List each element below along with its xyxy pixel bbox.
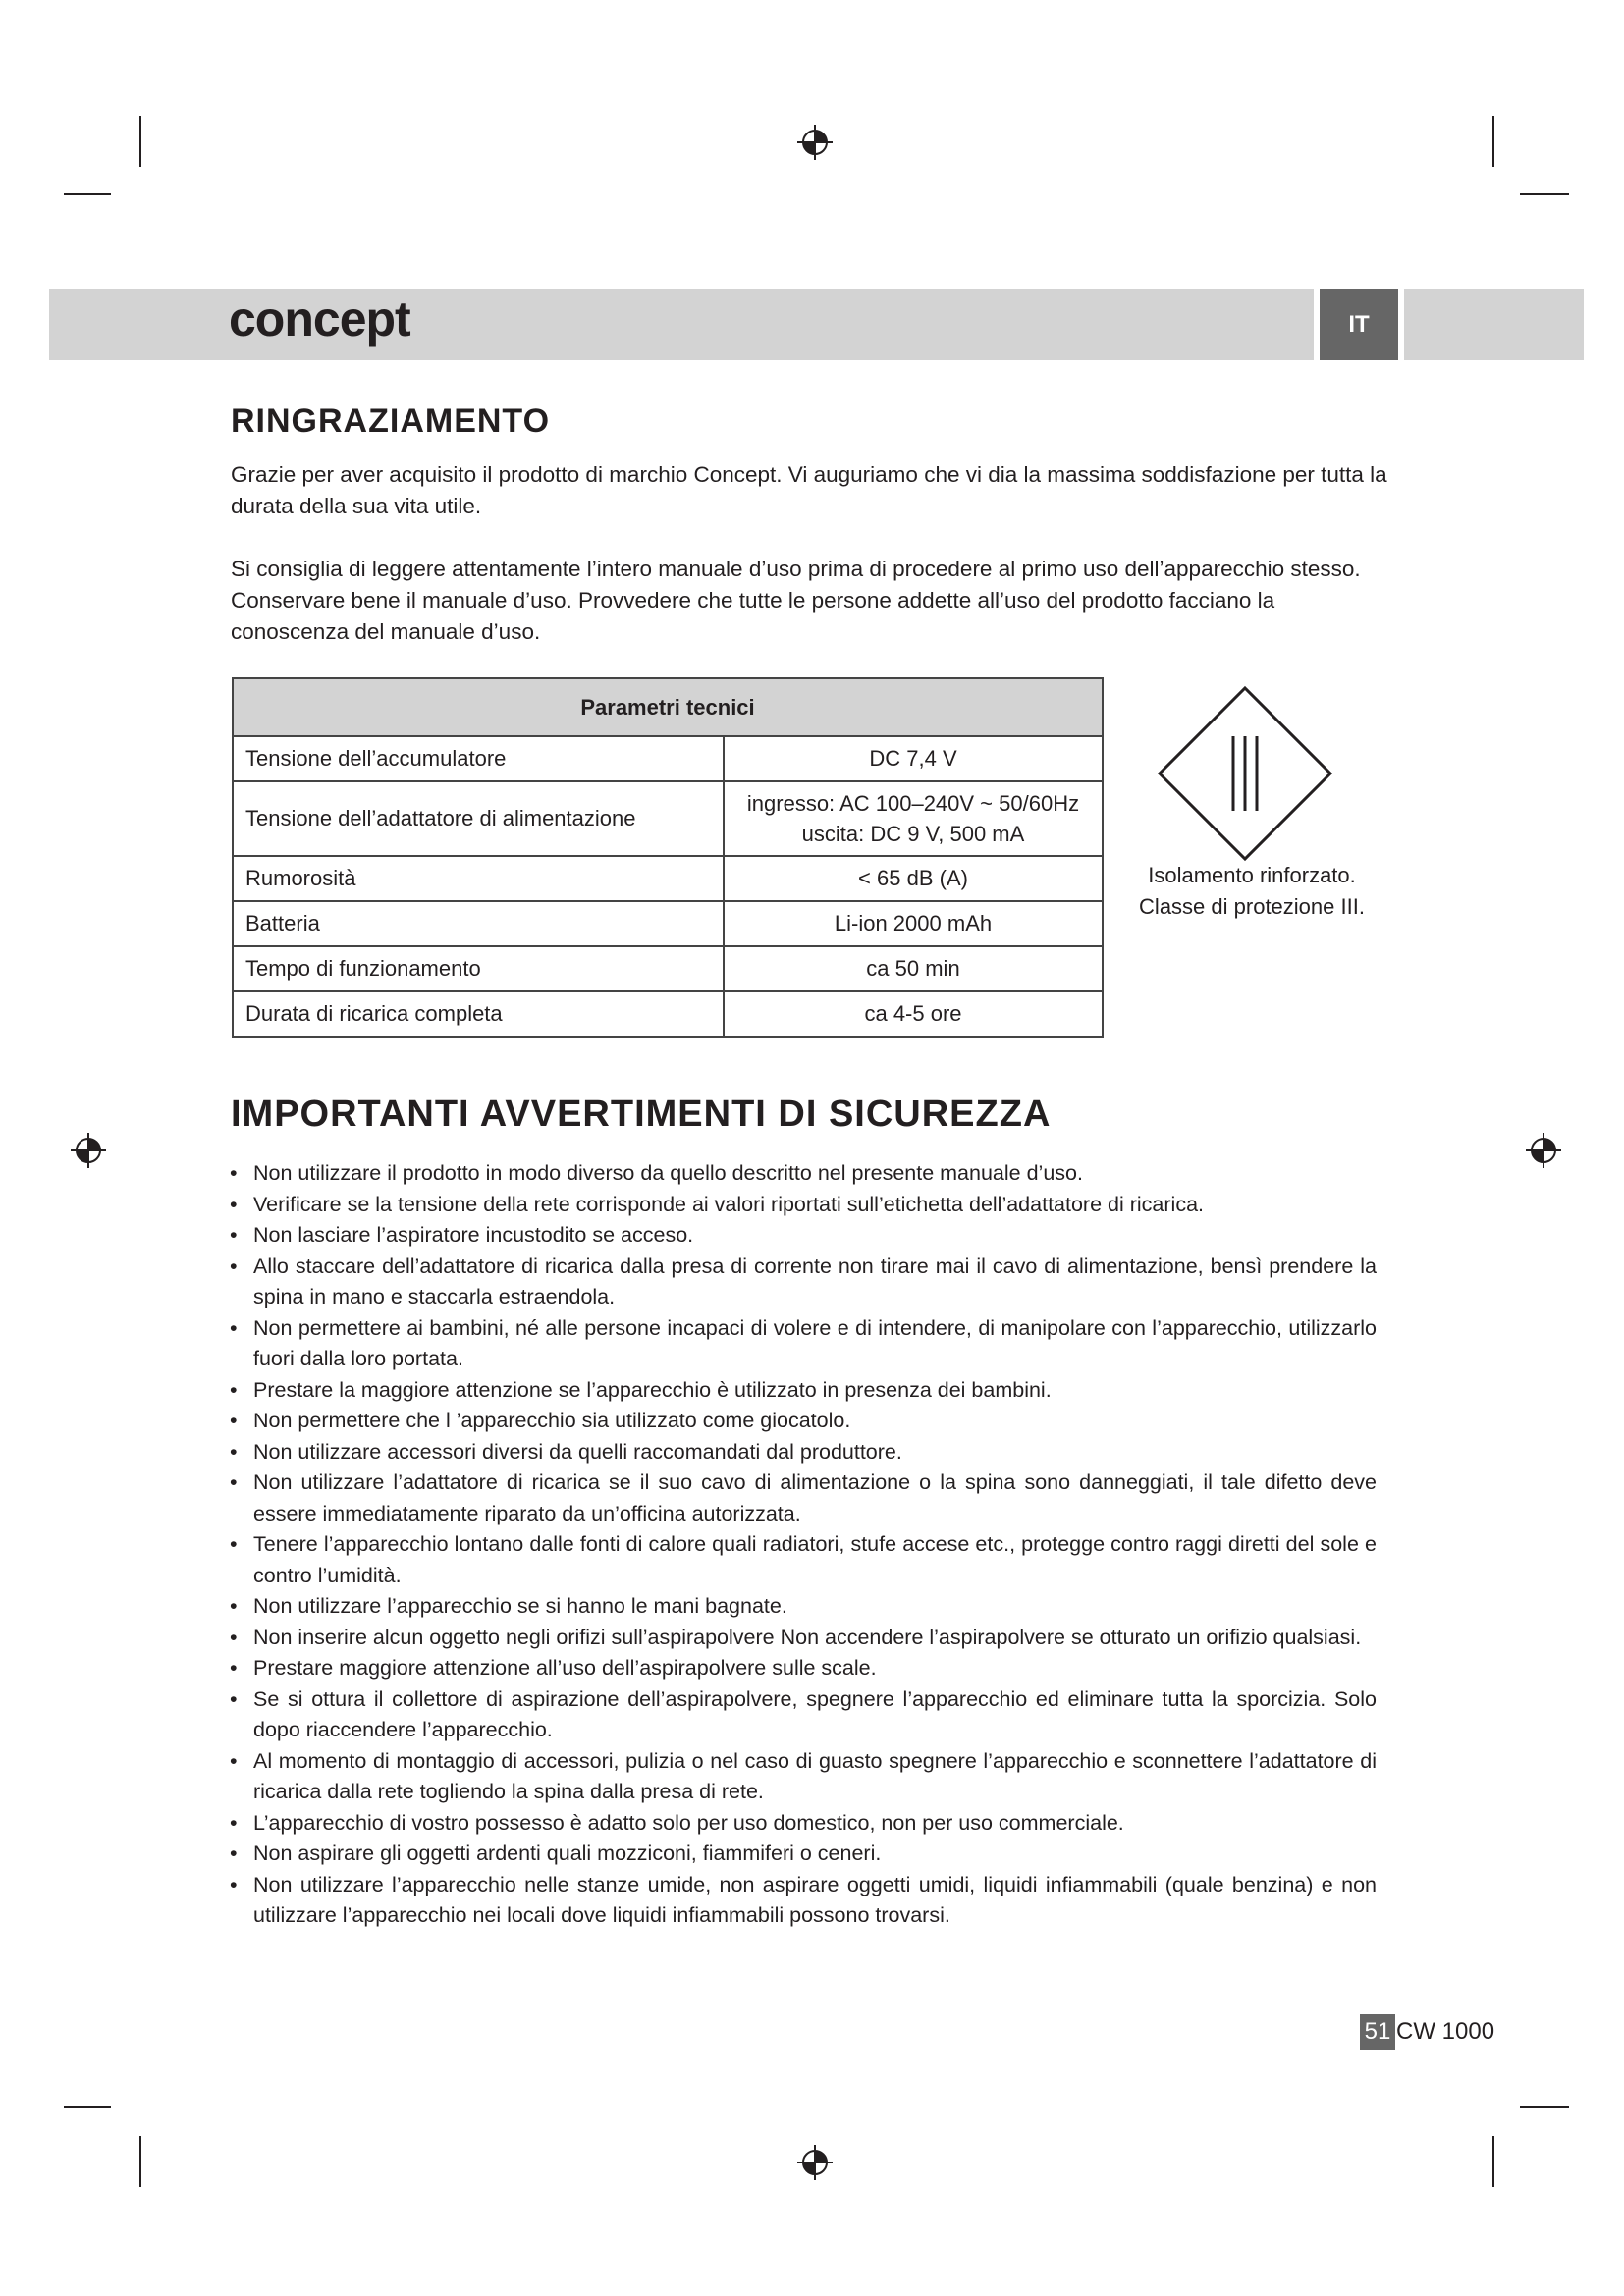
spec-label: Tensione dell’accumulatore [233,736,724,781]
crop-mark [1520,2106,1569,2108]
list-item: • L’apparecchio di vostro possesso è adatto solo per uso domestico, non per uso commerciale. [226,1808,1377,1840]
spec-value-output: uscita: DC 9 V, 500 mA [801,822,1025,846]
crop-mark [64,193,111,195]
table-row [233,901,1103,946]
crop-mark [1492,2136,1494,2187]
spec-value: DC 7,4 V [724,736,1103,781]
table-row [233,736,1103,781]
list-item: • Non utilizzare l’apparecchio se si hanno le mani bagnate. [226,1591,1377,1623]
table-row [233,991,1103,1037]
list-item: • Non aspirare gli oggetti ardenti quali mozziconi, fiammiferi o ceneri. [226,1839,1377,1870]
registration-mark-icon [795,123,835,162]
crop-mark [139,116,141,167]
registration-mark-icon [69,1131,108,1170]
crop-mark [64,2106,111,2108]
crop-mark [1520,193,1569,195]
list-item: • Se si ottura il collettore di aspirazione dell’aspirapolvere, spegnere l’apparecchio ed eliminare tutta la sporcizia. Solo dopo riaccendere l’apparecchio. [226,1684,1377,1746]
language-badge: IT [1314,289,1404,360]
section-title-safety: IMPORTANTI AVVERTIMENTI DI SICUREZZA [231,1094,1052,1135]
manual-paragraph: Si consiglia di leggere attentamente l’intero manuale d’uso prima di procedere al primo uso dell’apparecchio stesso. Conservare bene il manuale d’uso. Provvedere che tutte le persone addette all’uso del prodotto facciano la conoscenza del manuale d’uso. [231,557,1361,644]
spec-label: Tensione dell’adattatore di alimentazione [233,781,724,856]
table-row [233,946,1103,991]
list-item: • Verificare se la tensione della rete corrisponde ai valori riportati sull’etichetta dell’adattatore di ricarica. [226,1190,1377,1221]
protection-class-iii-icon [1157,685,1333,862]
crop-mark [1492,116,1494,167]
protection-caption-line: Classe di protezione III. [1139,894,1365,919]
section-title-thanks: RINGRAZIAMENTO [231,402,551,440]
safety-warnings-list [226,1158,1377,1932]
list-item: • Non utilizzare il prodotto in modo diverso da quello descritto nel presente manuale d’uso. [226,1158,1377,1190]
list-item: • Prestare maggiore attenzione all’uso dell’aspirapolvere sulle scale. [226,1653,1377,1684]
table-row [233,856,1103,901]
list-item: • Non permettere che l ’apparecchio sia utilizzato come giocatolo. [226,1406,1377,1437]
spec-value: ca 4-5 ore [724,991,1103,1037]
spec-label: Rumorosità [233,856,724,901]
spec-value [724,781,1103,856]
list-item: • Non inserire alcun oggetto negli orifizi sull’aspirapolvere Non accendere l’aspirapolvere se otturato un orifizio qualsiasi. [226,1623,1377,1654]
spec-label: Tempo di funzionamento [233,946,724,991]
table-row [233,781,1103,856]
spec-label: Durata di ricarica completa [233,991,724,1037]
page-number: 51 [1360,2014,1395,2050]
list-item: • Tenere l’apparecchio lontano dalle fonti di calore quali radiatori, stufe accese etc., protegge contro raggi diretti del sole e contro l’umidità. [226,1529,1377,1591]
list-item: • Non utilizzare l’adattatore di ricarica se il suo cavo di alimentazione o la spina sono danneggiati, il tale difetto deve essere immediatamente riparato da un’officina autorizzata. [226,1468,1377,1529]
spec-value: Li-ion 2000 mAh [724,901,1103,946]
brand-logo: concept [229,292,410,347]
spec-value: < 65 dB (A) [724,856,1103,901]
protection-caption [1110,860,1394,923]
registration-mark-icon [795,2143,835,2182]
table-header: Parametri tecnici [233,678,1103,736]
registration-mark-icon [1524,1131,1563,1170]
list-item: • Non utilizzare accessori diversi da quelli raccomandati dal produttore. [226,1437,1377,1468]
crop-mark [139,2136,141,2187]
spec-value: ca 50 min [724,946,1103,991]
spec-value-input: ingresso: AC 100–240V ~ 50/60Hz [746,791,1080,816]
list-item: • Non permettere ai bambini, né alle persone incapaci di volere e di intendere, di manipolare con l’apparecchio, utilizzarlo fuori dalla loro portata. [226,1313,1377,1375]
thanks-paragraph: Grazie per aver acquisito il prodotto di marchio Concept. Vi auguriamo che vi dia la massima soddisfazione per tutta la durata della sua vita utile. [231,462,1387,518]
list-item: • Prestare la maggiore attenzione se l’apparecchio è utilizzato in presenza dei bambini. [226,1375,1377,1407]
model-name: CW 1000 [1396,2018,1495,2045]
list-item: • Non utilizzare l’apparecchio nelle stanze umide, non aspirare oggetti umidi, liquidi infiammabili (quale benzina) e non utilizzare l’apparecchio nei locali dove liquidi infiammabili possono trovarsi. [226,1870,1377,1932]
list-item: • Al momento di montaggio di accessori, pulizia o nel caso di guasto spegnere l’apparecchio e sconnettere l’adattatore di ricarica dalla rete togliendo la spina dalla presa di rete. [226,1746,1377,1808]
spec-label: Batteria [233,901,724,946]
list-item: • Non lasciare l’aspiratore incustodito se acceso. [226,1220,1377,1252]
technical-parameters-table [232,677,1104,1038]
list-item: • Allo staccare dell’adattatore di ricarica dalla presa di corrente non tirare mai il cavo di alimentazione, bensì prendere la spina in mano e staccarla estraendola. [226,1252,1377,1313]
protection-caption-line: Isolamento rinforzato. [1148,863,1356,887]
